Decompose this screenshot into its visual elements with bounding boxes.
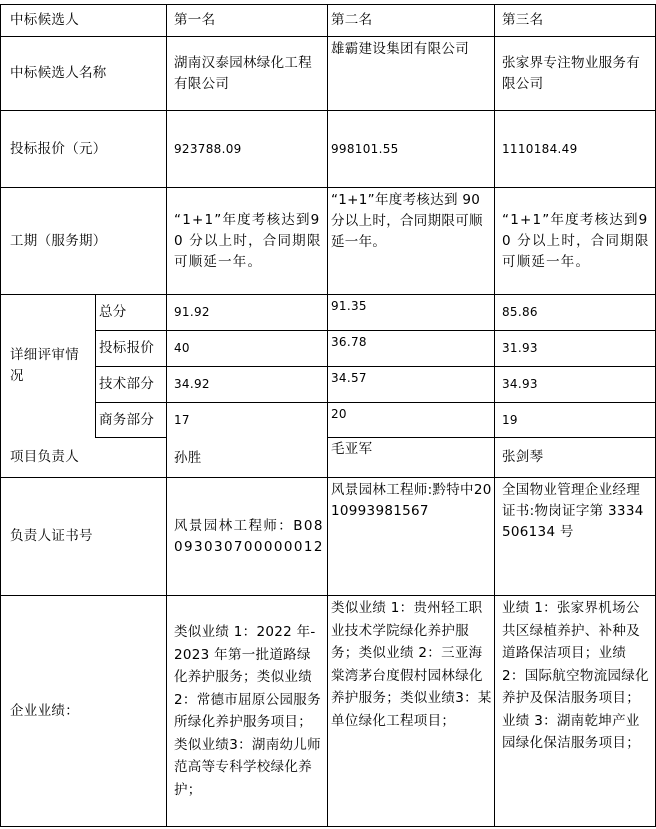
price-label: 投标报价（元） [10, 140, 107, 157]
manager-first: 孙胜 [174, 450, 202, 466]
review-total-first: 91.92 [174, 305, 210, 319]
review-tech-label: 技术部分 [99, 376, 155, 392]
header-second: 第二名 [331, 12, 373, 28]
review-label: 详细评审情况 [10, 347, 79, 384]
name-label: 中标候选人名称 [10, 65, 107, 81]
review-biz-label: 商务部分 [99, 411, 155, 428]
perf-second: 类似业绩 1：贵州轻工职业技术学院绿化养护服务；类似业绩 2：三亚海棠湾茅台度假村园林绿化养护服务；类似业绩3：某单位绿化工程项目； [331, 600, 492, 729]
header-label: 中标候选人 [10, 12, 79, 28]
cert-third: 全国物业管理企业经理证书:物岗证字第 3334506134 号 [502, 482, 644, 540]
cert-first: 风景园林工程师：B08093030700000012 [174, 517, 324, 555]
perf-label: 企业业绩： [10, 702, 79, 719]
review-total-second: 91.35 [331, 299, 367, 313]
vline-left [0, 4, 1, 827]
name-second: 雄霸建设集团有限公司 [331, 41, 469, 57]
review-tech-third: 34.93 [502, 377, 538, 391]
review-bid-first: 40 [174, 341, 190, 355]
manager-label: 项目负责人 [10, 449, 79, 465]
period-first: “1+1”年度考核达到90 分以上时，合同期限可顺延一年。 [174, 211, 322, 270]
review-bid-second: 36.78 [331, 335, 367, 349]
review-tech-second: 34.57 [331, 371, 367, 385]
period-label: 工期（服务期） [10, 232, 107, 249]
period-third: “1+1”年度考核达到90 分以上时，合同期限可顺延一年。 [502, 211, 650, 270]
header-first: 第一名 [174, 12, 216, 28]
review-biz-third: 19 [502, 412, 518, 427]
review-tech-first: 34.92 [174, 377, 210, 391]
review-bid-label: 投标报价 [99, 340, 155, 356]
name-first: 湖南汉泰园林绿化工程有限公司 [174, 54, 312, 92]
review-total-third: 85.86 [502, 305, 538, 319]
vline-sub [95, 294, 96, 438]
review-total-label: 总分 [99, 304, 127, 320]
manager-second: 毛亚军 [331, 441, 373, 457]
cert-label: 负责人证书号 [10, 528, 93, 544]
period-second: “1+1”年度考核达到 90 分以上时，合同期限可顺延一年。 [331, 192, 483, 250]
price-second: 998101.55 [331, 141, 399, 156]
hline-bottom [0, 826, 656, 827]
cert-second: 风景园林工程师:黔特中2010993981567 [331, 482, 492, 519]
manager-third: 张剑琴 [502, 449, 544, 465]
header-third: 第三名 [502, 12, 544, 28]
review-biz-second: 20 [331, 407, 347, 421]
review-bid-third: 31.93 [502, 341, 538, 355]
vline-1 [166, 4, 167, 827]
price-first: 923788.09 [174, 141, 242, 156]
price-third: 1110184.49 [502, 141, 578, 156]
vline-2 [327, 4, 328, 827]
review-biz-first: 17 [174, 412, 190, 427]
vline-3 [494, 4, 495, 827]
name-third: 张家界专注物业服务有限公司 [502, 54, 640, 92]
perf-third: 业绩 1：张家界机场公共区绿植养护、补种及道路保洁项目；业绩 2：国际航空物流园绿化养护及保洁服务项目；业绩 3：湖南乾坤产业园绿化保洁服务项目； [502, 600, 649, 751]
perf-first: 类似业绩 1：2022 年-2023 年第一批道路绿化养护服务；类似业绩 2：常德市屈原公园服务所绿化养护服务项目；类似业绩3：湖南幼儿师范高等专科学校绿化养护； [174, 624, 321, 798]
